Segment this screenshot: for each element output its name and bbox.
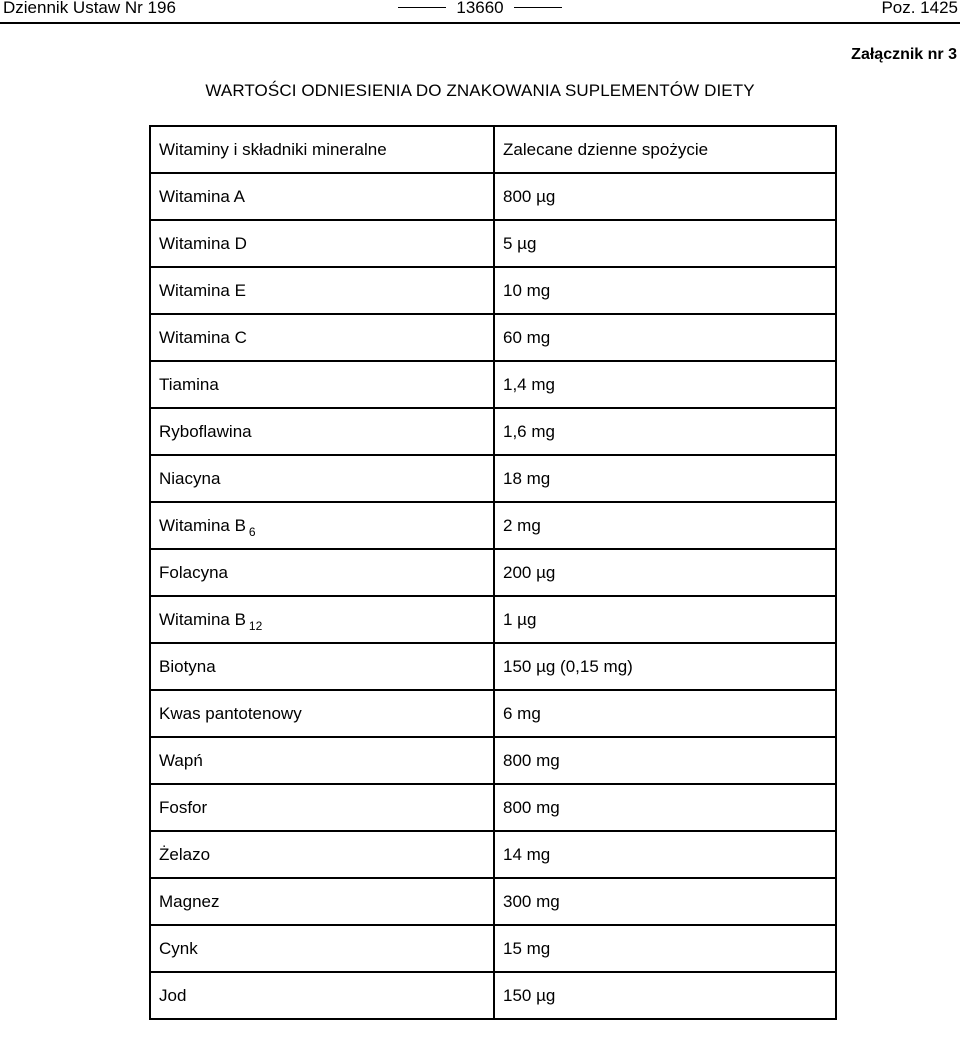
intake-value: 800 mg [494,784,836,831]
reference-values-table [149,125,837,1020]
intake-value: 200 µg [494,549,836,596]
nutrient-name: Cynk [159,938,198,958]
intake-value: 15 mg [494,925,836,972]
intake-value: 1,4 mg [494,361,836,408]
annex-label: Załącznik nr 3 [851,46,957,63]
intake-value: 10 mg [494,267,836,314]
table-row [150,925,836,972]
nutrient-name: Tiamina [159,374,219,394]
nutrient-name: Witamina D [159,233,247,253]
nutrient-name: Witamina B [159,609,246,629]
intake-value: 800 µg [494,173,836,220]
intake-value: 14 mg [494,831,836,878]
journal-name: Dziennik Ustaw Nr 196 [3,0,176,17]
intake-value: 150 µg [494,972,836,1019]
header-rule [0,22,960,24]
table-row [150,455,836,502]
position-number: Poz. 1425 [881,0,958,17]
nutrient-cell [150,220,494,267]
nutrient-subscript: 12 [248,618,263,633]
nutrient-name: Biotyna [159,656,216,676]
table-row [150,972,836,1019]
nutrient-cell [150,596,494,643]
nutrient-name: Fosfor [159,797,208,817]
intake-value: 1 µg [494,596,836,643]
dash-right [514,7,562,8]
nutrient-cell [150,925,494,972]
table-row [150,549,836,596]
nutrient-cell [150,737,494,784]
intake-value: 800 mg [494,737,836,784]
nutrient-cell [150,690,494,737]
nutrient-name: Niacyna [159,468,221,488]
table-row [150,737,836,784]
nutrient-name: Witamina C [159,327,247,347]
column-header-nutrient: Witaminy i składniki mineralne [150,126,494,173]
nutrient-name: Folacyna [159,562,228,582]
nutrient-name: Witamina E [159,280,246,300]
nutrient-name: Witamina B [159,515,246,535]
intake-value: 150 µg (0,15 mg) [494,643,836,690]
nutrient-cell [150,549,494,596]
table-row [150,314,836,361]
intake-value: 18 mg [494,455,836,502]
nutrient-subscript: 6 [248,524,256,539]
nutrient-cell [150,502,494,549]
table-row [150,267,836,314]
nutrient-cell [150,455,494,502]
dash-left [398,7,446,8]
nutrient-name: Ryboflawina [159,421,252,441]
page-number: 13660 [456,0,504,17]
table-row [150,643,836,690]
table-row [150,220,836,267]
document-title: WARTOŚCI ODNIESIENIA DO ZNAKOWANIA SUPLEMENTÓW DIETY [205,81,755,100]
page-number-wrap [0,0,960,18]
nutrient-cell [150,408,494,455]
nutrient-cell [150,361,494,408]
table-row [150,173,836,220]
nutrient-name: Witamina A [159,186,245,206]
nutrient-cell [150,173,494,220]
nutrient-name: Wapń [159,750,203,770]
intake-value: 5 µg [494,220,836,267]
table-row [150,878,836,925]
table-header-row [150,126,836,173]
nutrient-name: Jod [159,985,187,1005]
table-row [150,361,836,408]
nutrient-cell [150,972,494,1019]
table-row [150,690,836,737]
nutrient-name: Magnez [159,891,220,911]
intake-value: 6 mg [494,690,836,737]
intake-value: 2 mg [494,502,836,549]
nutrient-cell [150,267,494,314]
table-row [150,784,836,831]
table-row [150,831,836,878]
table-row [150,596,836,643]
nutrient-cell [150,784,494,831]
table-row [150,502,836,549]
nutrient-cell [150,314,494,361]
nutrient-cell [150,643,494,690]
intake-value: 1,6 mg [494,408,836,455]
table-row [150,408,836,455]
nutrient-cell [150,831,494,878]
page-header [0,0,960,22]
column-header-intake: Zalecane dzienne spożycie [494,126,836,173]
nutrient-name: Żelazo [159,844,211,864]
nutrient-name: Kwas pantotenowy [159,703,302,723]
intake-value: 60 mg [494,314,836,361]
intake-value: 300 mg [494,878,836,925]
nutrient-cell [150,878,494,925]
